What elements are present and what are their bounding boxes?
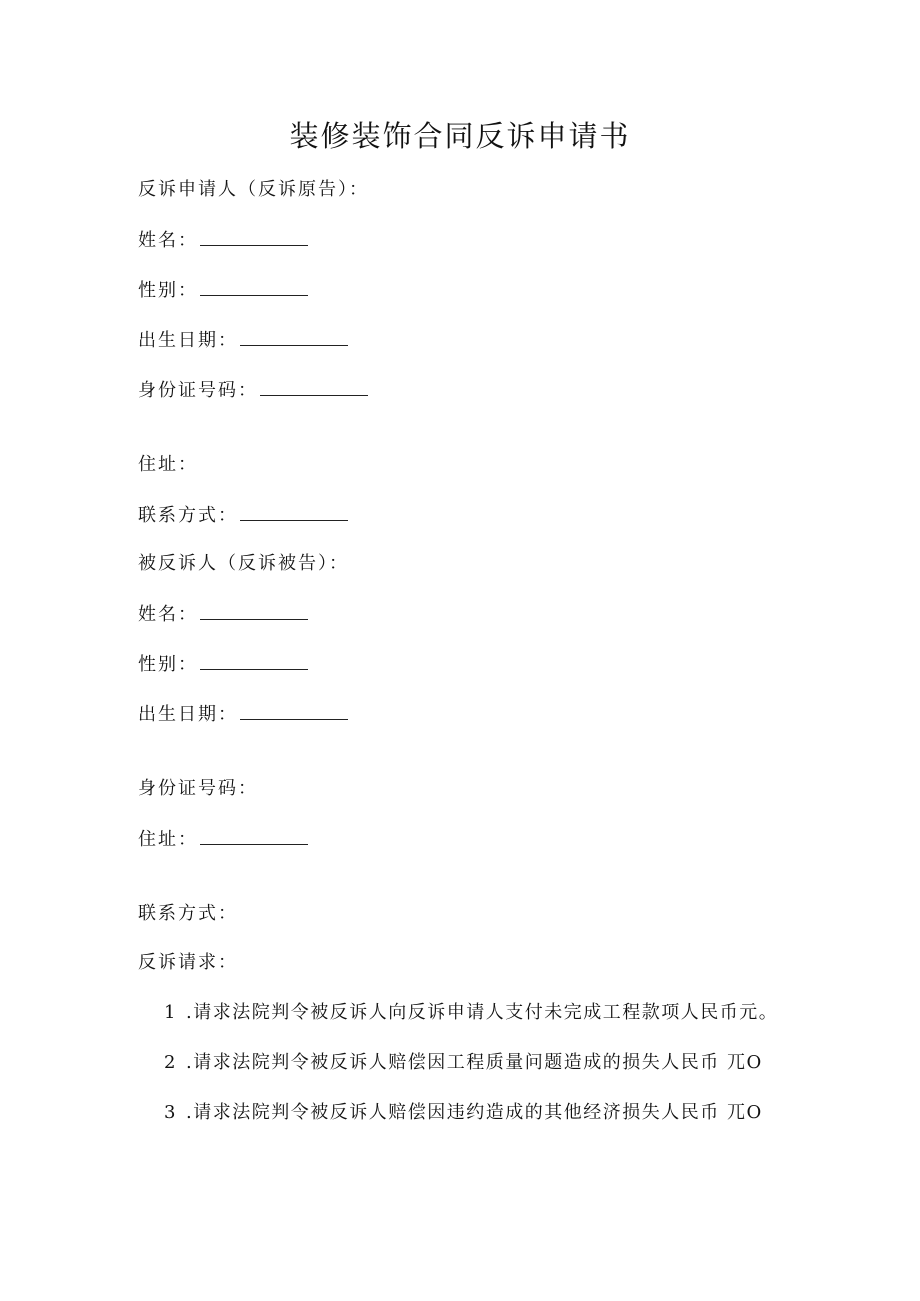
- applicant-contact-row: [138, 502, 348, 529]
- respondent-name-row: [138, 601, 308, 628]
- request-text: .请求法院判令被反诉人向反诉申请人支付未完成工程款项人民币元。: [186, 1002, 779, 1023]
- respondent-address-row: [138, 826, 308, 853]
- request-number: 3: [164, 1102, 177, 1123]
- respondent-gender-label: 性别：: [138, 654, 198, 675]
- respondent-contact-label: 联系方式：: [138, 903, 238, 924]
- applicant-address-label: 住址：: [138, 454, 198, 475]
- respondent-name-label: 姓名：: [138, 604, 198, 625]
- request-item: [164, 1050, 763, 1076]
- respondent-address-label: 住址：: [138, 829, 198, 850]
- requests-heading: 反诉请求：: [138, 952, 238, 973]
- respondent-gender-row: [138, 651, 308, 678]
- respondent-address-field[interactable]: [200, 826, 308, 845]
- applicant-id-row: [138, 377, 368, 404]
- applicant-gender-field[interactable]: [200, 277, 308, 296]
- respondent-id-row: [138, 776, 258, 802]
- request-number: 2: [164, 1052, 177, 1073]
- applicant-contact-field[interactable]: [240, 502, 348, 521]
- applicant-dob-field[interactable]: [240, 327, 348, 346]
- respondent-contact-row: [138, 901, 238, 927]
- applicant-dob-row: [138, 327, 348, 354]
- applicant-name-label: 姓名：: [138, 230, 198, 251]
- applicant-id-label: 身份证号码：: [138, 380, 258, 401]
- applicant-contact-label: 联系方式：: [138, 505, 238, 526]
- respondent-id-label: 身份证号码：: [138, 778, 258, 799]
- request-number: 1: [164, 1002, 177, 1023]
- applicant-address-row: [138, 452, 198, 478]
- request-text: .请求法院判令被反诉人赔偿因工程质量问题造成的损失人民币 兀O: [186, 1052, 763, 1073]
- request-item: [164, 1000, 778, 1026]
- document-title: 装修装饰合同反诉申请书: [289, 119, 631, 153]
- respondent-dob-field[interactable]: [240, 701, 348, 720]
- applicant-name-row: [138, 227, 308, 254]
- applicant-dob-label: 出生日期：: [138, 330, 238, 351]
- counter-applicant-heading: 反诉申请人（反诉原告）：: [138, 179, 369, 200]
- respondent-dob-label: 出生日期：: [138, 704, 238, 725]
- applicant-gender-row: [138, 277, 308, 304]
- applicant-name-field[interactable]: [200, 227, 308, 246]
- applicant-gender-label: 性别：: [138, 280, 198, 301]
- respondent-dob-row: [138, 701, 348, 728]
- respondent-name-field[interactable]: [200, 601, 308, 620]
- counter-respondent-heading: 被反诉人（反诉被告）：: [138, 553, 349, 574]
- request-text: .请求法院判令被反诉人赔偿因违约造成的其他经济损失人民币 兀O: [186, 1102, 763, 1123]
- request-item: [164, 1100, 763, 1126]
- respondent-gender-field[interactable]: [200, 651, 308, 670]
- applicant-id-field[interactable]: [260, 377, 368, 396]
